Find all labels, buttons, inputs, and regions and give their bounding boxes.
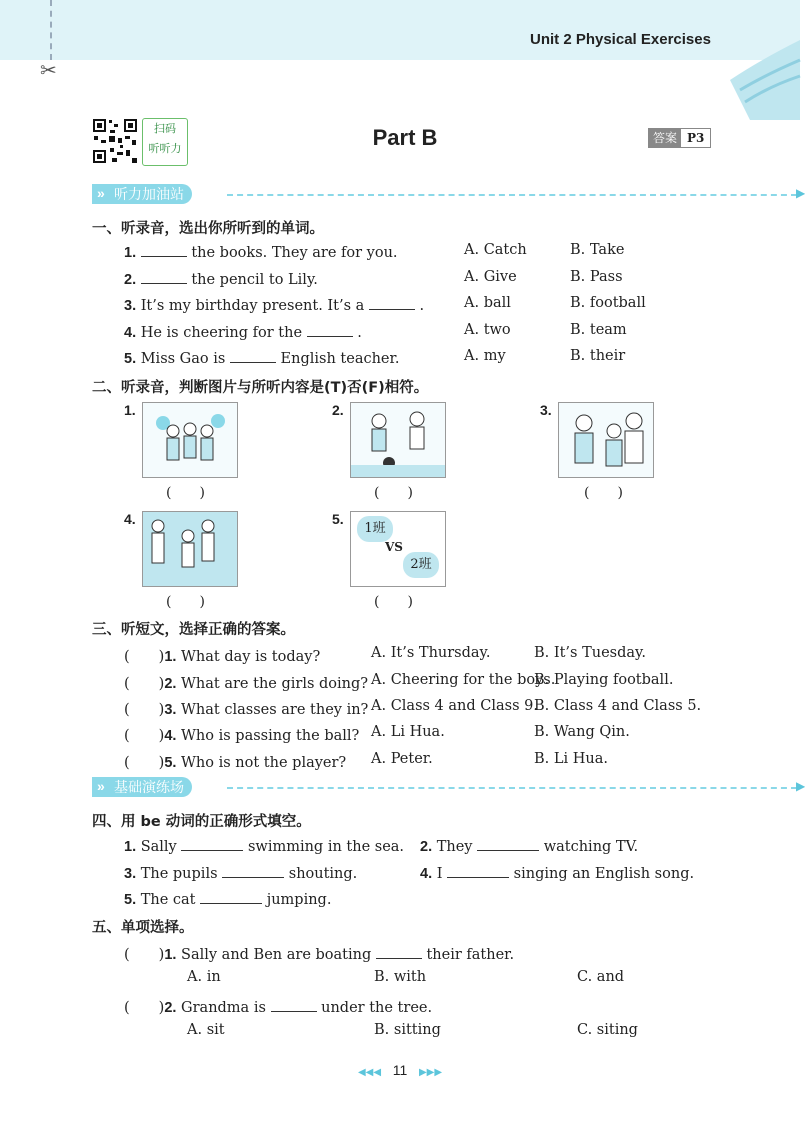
item-text: I	[432, 866, 448, 882]
item-number: 3.	[164, 702, 177, 718]
item-text: Sally	[136, 839, 182, 855]
pic-number: 4.	[124, 511, 136, 527]
option-c: C. siting	[577, 1022, 638, 1038]
q4-item-5	[124, 889, 331, 908]
item-number: 2.	[164, 676, 177, 692]
item-text: watching TV.	[539, 839, 639, 855]
q3-item-3	[124, 698, 368, 719]
answer-blank[interactable]	[307, 322, 353, 337]
answer-paren[interactable]: ( )	[124, 755, 165, 771]
arrow-right-icon: ▶	[796, 779, 805, 793]
answer-paren[interactable]: ( )	[374, 485, 413, 501]
page-footer	[0, 1062, 800, 1078]
option-b: B. Pass	[570, 269, 623, 285]
item-text: the pencil to Lily.	[191, 272, 318, 288]
option-a: A. sit	[187, 1022, 225, 1038]
q1-item-2	[124, 269, 318, 288]
item-number: 1.	[124, 839, 137, 855]
vs-label: VS	[385, 540, 403, 554]
option-a: A. Give	[464, 269, 517, 285]
scissors-icon: ✂	[40, 58, 57, 82]
item-text: under the tree.	[316, 1000, 433, 1016]
item-text: Sally and Ben are boating	[176, 947, 376, 963]
item-text: singing an English song.	[509, 866, 695, 882]
option-b: B. Playing football.	[534, 672, 674, 688]
q2-heading: 二、听录音，判断图片与所听内容是(T)否(F)相符。	[92, 380, 429, 396]
item-number: 2.	[164, 1000, 177, 1016]
item-text: It’s my birthday present. It’s a	[140, 298, 369, 314]
section-divider	[227, 787, 797, 789]
q3-heading: 三、听短文，选择正确的答案。	[92, 622, 295, 638]
answer-blank[interactable]	[477, 836, 539, 851]
item-text: He is cheering for the	[140, 325, 307, 341]
item-number: 3.	[124, 298, 137, 314]
answer-blank[interactable]	[181, 836, 243, 851]
q3-item-5	[124, 751, 346, 772]
option-c: C. and	[577, 969, 625, 985]
option-a: A. Peter.	[371, 751, 433, 767]
item-text: the books. They are for you.	[191, 245, 398, 261]
item-text: They	[432, 839, 478, 855]
item-number: 4.	[420, 866, 433, 882]
q1-heading: 一、听录音，选出你所听到的单词。	[92, 221, 324, 237]
option-b: B. Take	[570, 242, 625, 258]
family-picture	[558, 402, 654, 478]
question-text: Who is passing the ball?	[176, 728, 360, 744]
scan-label-line2: 听听力	[148, 142, 182, 155]
item-number: 4.	[124, 325, 137, 341]
option-b: B. with	[374, 969, 427, 985]
answer-paren[interactable]: ( )	[374, 594, 413, 610]
answer-blank[interactable]	[222, 863, 284, 878]
pic-number: 5.	[332, 511, 344, 527]
boys-football-picture	[350, 402, 446, 478]
item-text: swimming in the sea.	[243, 839, 405, 855]
q1-item-4	[124, 322, 362, 341]
answer-paren[interactable]: ( )	[166, 594, 205, 610]
option-b: B. their	[570, 348, 626, 364]
item-number: 1.	[124, 245, 137, 261]
section-band-listening	[92, 183, 805, 205]
q4-item-2	[420, 836, 638, 855]
q1-item-1	[124, 242, 398, 261]
arrow-right-icon: ▶	[796, 186, 805, 200]
option-a: A. Cheering for the boys.	[371, 672, 556, 688]
option-b: B. Li Hua.	[534, 751, 608, 767]
option-a: A. ball	[464, 295, 511, 311]
q4-item-4	[420, 863, 694, 882]
answer-reference	[648, 128, 711, 148]
option-b: B. Wang Qin.	[534, 724, 630, 740]
q5-heading: 五、单项选择。	[92, 920, 194, 936]
answer-blank[interactable]	[369, 295, 415, 310]
question-text: What classes are they in?	[176, 702, 369, 718]
q4-item-3	[124, 863, 357, 882]
q5-item-2	[124, 996, 432, 1017]
unit-title: Unit 2 Physical Exercises	[530, 31, 711, 48]
option-a: A. Class 4 and Class 9.	[371, 698, 538, 714]
item-text: English teacher.	[280, 351, 400, 367]
answer-key-label: 答案	[649, 129, 681, 147]
item-text: The pupils	[136, 866, 223, 882]
pic-number: 1.	[124, 402, 136, 418]
cheering-girls-picture	[142, 402, 238, 478]
option-a: A. my	[464, 348, 506, 364]
section-divider	[227, 194, 797, 196]
option-b: B. It’s Tuesday.	[534, 645, 646, 661]
page-title: Part B	[372, 125, 438, 150]
answer-blank[interactable]	[200, 889, 262, 904]
page-number: 11	[392, 1062, 408, 1078]
section-label-listening: » 听力加油站	[92, 184, 192, 204]
option-a: A. in	[187, 969, 221, 985]
scan-label-line1: 扫码	[154, 122, 176, 135]
item-text: .	[419, 298, 425, 314]
item-number: 4.	[164, 728, 177, 744]
answer-paren[interactable]: ( )	[124, 1000, 165, 1016]
item-text: shouting.	[284, 866, 358, 882]
option-b: B. Class 4 and Class 5.	[534, 698, 702, 714]
answer-paren[interactable]: ( )	[124, 649, 165, 665]
item-number: 2.	[420, 839, 433, 855]
class-1-label: 1班	[357, 516, 393, 542]
item-number: 5.	[124, 351, 137, 367]
answer-paren[interactable]: ( )	[584, 485, 623, 501]
q3-item-1	[124, 645, 320, 666]
answer-paren[interactable]: ( )	[124, 702, 165, 718]
option-b: B. football	[570, 295, 646, 311]
option-a: A. It’s Thursday.	[371, 645, 491, 661]
answer-paren[interactable]: ( )	[124, 728, 165, 744]
q1-item-5	[124, 348, 399, 367]
item-text: Miss Gao is	[140, 351, 230, 367]
q1-item-3	[124, 295, 424, 314]
item-number: 5.	[164, 755, 177, 771]
section-label-basics: » 基础演练场	[92, 777, 192, 797]
answer-blank[interactable]	[376, 944, 422, 959]
option-b: B. sitting	[374, 1022, 441, 1038]
arrows-left-icon: ◀◀◀	[357, 1067, 382, 1078]
pic-number: 3.	[540, 402, 552, 418]
answer-paren[interactable]: ( )	[124, 676, 165, 692]
question-text: What are the girls doing?	[176, 676, 369, 692]
item-number: 1.	[164, 947, 177, 963]
answer-blank[interactable]	[271, 997, 317, 1012]
answer-blank[interactable]	[141, 269, 187, 284]
answer-paren[interactable]: ( )	[166, 485, 205, 501]
item-number: 3.	[124, 866, 137, 882]
class-2-label: 2班	[403, 552, 439, 578]
children-running-picture	[142, 511, 238, 587]
q4-heading: 四、用 be 动词的正确形式填空。	[92, 814, 311, 830]
q3-item-4	[124, 724, 359, 745]
answer-blank[interactable]	[447, 863, 509, 878]
question-text: Who is not the player?	[176, 755, 347, 771]
arrows-right-icon: ▶▶▶	[418, 1067, 443, 1078]
pic-number: 2.	[332, 402, 344, 418]
option-a: A. two	[464, 322, 511, 338]
question-text: What day is today?	[176, 649, 321, 665]
header-band	[0, 0, 800, 60]
item-number: 5.	[124, 892, 137, 908]
qr-code-icon[interactable]	[92, 118, 138, 164]
item-text: jumping.	[262, 892, 332, 908]
temple-roof-decoration	[720, 20, 800, 120]
cut-line	[50, 0, 52, 60]
option-a: A. Catch	[464, 242, 527, 258]
q5-item-1	[124, 943, 514, 964]
item-text: .	[357, 325, 362, 341]
option-a: A. Li Hua.	[371, 724, 445, 740]
q4-item-1	[124, 836, 404, 855]
item-number: 1.	[164, 649, 177, 665]
answer-blank[interactable]	[141, 242, 187, 257]
scan-listen-label	[142, 118, 188, 166]
section-band-basics	[92, 776, 805, 798]
class-vs-picture	[350, 511, 446, 587]
q3-item-2	[124, 672, 368, 693]
answer-paren[interactable]: ( )	[124, 947, 165, 963]
option-b: B. team	[570, 322, 627, 338]
item-text: The cat	[136, 892, 201, 908]
item-number: 2.	[124, 272, 137, 288]
answer-page-ref: P3	[687, 131, 705, 145]
answer-blank[interactable]	[230, 348, 276, 363]
item-text: Grandma is	[176, 1000, 271, 1016]
item-text: their father.	[421, 947, 515, 963]
